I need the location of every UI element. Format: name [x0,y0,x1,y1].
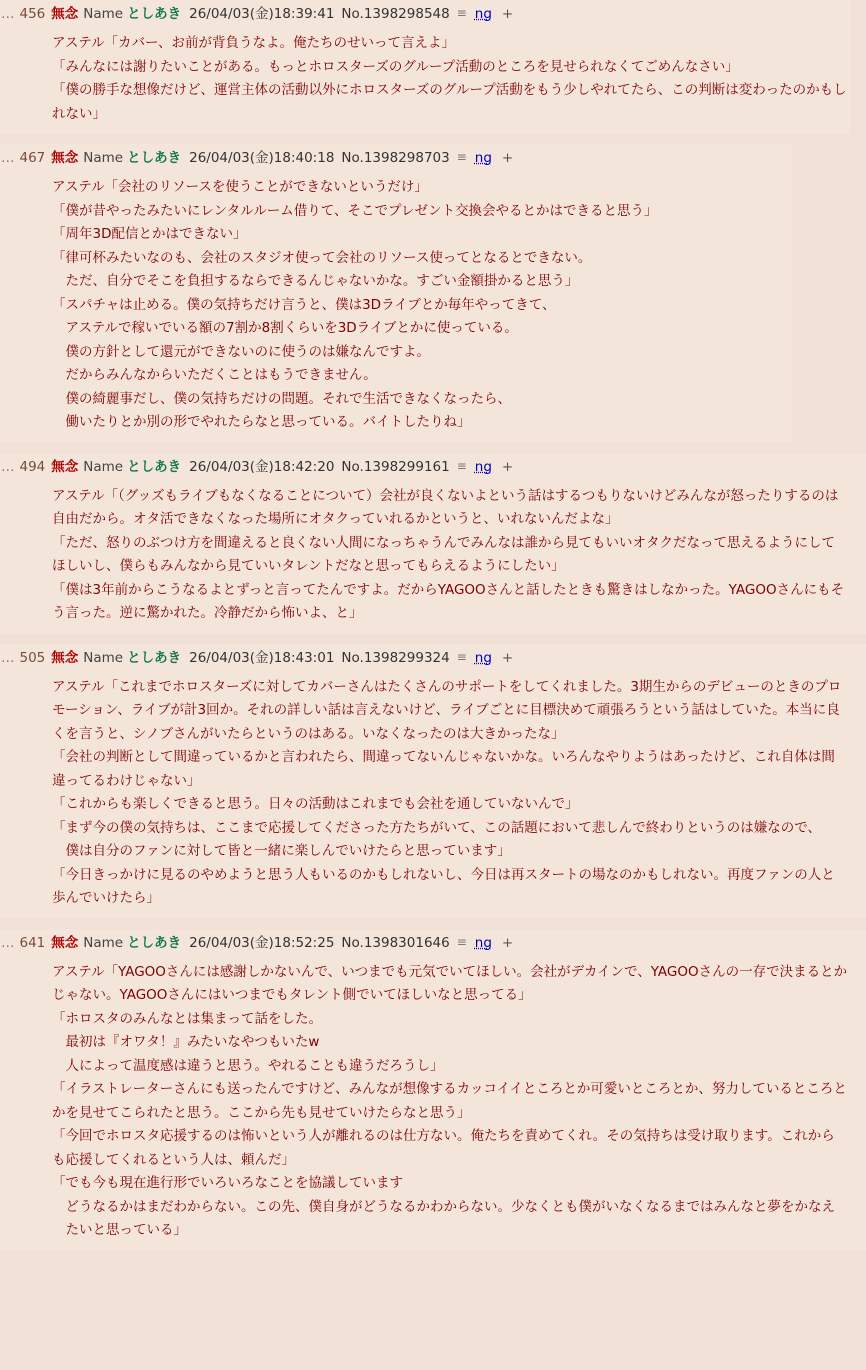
expand-plus-button[interactable]: + [501,934,514,951]
post-date: 26/04/03(金)18:42:20 [189,458,335,475]
post-number: 467 [19,150,46,166]
hamburger-menu-icon[interactable]: ≡ [456,150,467,164]
post-content [0,453,866,628]
hamburger-menu-icon[interactable]: ≡ [456,6,467,20]
post-number: 494 [19,458,46,475]
post-id: No.1398301646 [341,934,450,951]
post-line: アステルで稼いでいる額の7割か8割くらいを3Dライブとかに使っている。 [65,320,518,336]
post-line: どうなるかはまだわからない。この先、僕自身がどうなるかわからない。少なくとも僕がいなくなるまではみんなと夢をかなえたいと思っている」 [65,1198,835,1238]
post-line: 「でも今も現在進行形でいろいろなことを協議しています [52,1175,403,1191]
post-line: 「僕は3年前からこうなるよとずっと言ってたんですよ。だからYAGOOさんと話したときも驚きはしなかった。YAGOOさんにもそう言った。逆に驚かれた。冷静だから怖いよ、と」 [52,581,845,621]
post-separator [0,134,866,144]
post-line: 人によって温度感は違うと思う。やれることも違うだろうし」 [65,1057,444,1074]
post-author: としあき [127,649,182,666]
post-header [0,929,866,955]
post-collapse-dots[interactable]: … [1,649,16,666]
post-line: 僕の方針として還元ができないのに使うのは嫌なんですよ。 [65,343,430,360]
expand-plus-button[interactable]: + [501,649,514,666]
post [0,929,866,1251]
post-content [0,644,866,913]
post-number: 505 [19,649,46,666]
post-line: アステル「カバー、お前が背負うなよ。俺たちのせいって言えよ」 [52,35,455,51]
post-line: 「律可杯みたいなのも、会社のスタジオ使って会社のリソース使ってとなるとできない。 [52,249,592,266]
ng-link[interactable]: ng [474,934,492,951]
post-separator [0,634,866,644]
post-line: 「まず今の僕の気持ちは、ここまで応援してくださった方たちがいて、この話題において悲しんで終わりというのは嫌なので、 [52,819,821,836]
post-content [0,0,866,128]
post-collapse-dots[interactable]: … [1,150,16,166]
name-label: Name [83,6,124,22]
post-line: 僕は自分のファンに対して皆と一緒に楽しんでいけたらと思っています」 [65,843,511,859]
post-separator [0,919,866,929]
post-line: 「今日きっかけに見るのやめようと思う人もいるのかもしれないし、今日は再スタートの場なのかもしれない。再度ファンの人と歩んでいけたら」 [52,866,835,906]
post-line: アステル「YAGOOさんには感謝しかないんで、いつまでも元気でいてほしい。会社がデカインで、YAGOOさんの一存で決まるとかじゃない。YAGOOさんにはいつまでもタレント側でいてほしいなと思ってる」 [52,963,848,1003]
post-id: No.1398298548 [341,6,450,22]
post-body [0,26,866,128]
post-author: としあき [127,934,182,951]
post-id: No.1398299324 [341,649,450,666]
post-header [0,0,866,26]
post-subject: 無念 [51,458,79,475]
post-separator [0,1251,866,1261]
post-header [0,644,866,670]
name-label: Name [83,150,124,166]
post-id: No.1398299161 [341,458,450,475]
post-line: 「ただ、怒りのぶつけ方を間違えると良くない人間になっちゃうんでみんなは誰から見てもいいオタクだなって思えるようにしてほしいし、僕らもみんなから見ていいタレントだなと思ってもらえるようにしたい」 [52,534,835,574]
ng-link[interactable]: ng [474,458,492,475]
post-line: 働いたりとか別の形でやれたらなと思っている。バイトしたりね」 [65,414,471,430]
post [0,144,866,443]
post-line: ただ、自分でそこを負担するならできるんじゃないかな。すごい金額掛かると思う」 [65,273,579,289]
hamburger-menu-icon[interactable]: ≡ [456,458,467,473]
post-date: 26/04/03(金)18:52:25 [189,934,335,951]
post-line: だからみんなからいただくことはもうできません。 [65,367,377,383]
post-author: としあき [127,150,182,166]
expand-plus-button[interactable]: + [501,458,514,475]
post-subject: 無念 [51,934,79,951]
post-body [0,479,866,628]
post-collapse-dots[interactable]: … [1,934,16,951]
post-date: 26/04/03(金)18:39:41 [189,6,335,22]
post-line: 「僕の勝手な想像だけど、運営主体の活動以外にホロスターズのグループ活動をもう少しやれてたら、この判断は変わったのかもしれない」 [52,82,847,122]
ng-link[interactable]: ng [474,150,492,166]
post-separator [0,443,866,453]
post [0,0,866,134]
post-line: 最初は『オワタ！』みたいなやつもいたw [65,1034,320,1050]
post-author: としあき [127,458,182,475]
hamburger-menu-icon[interactable]: ≡ [456,934,467,949]
post-line: 「これからも楽しくできると思う。日々の活動はこれまでも会社を通していないんで」 [52,796,579,812]
post-header [0,453,866,479]
post-content [0,144,866,437]
post-header [0,144,866,170]
hamburger-menu-icon[interactable]: ≡ [456,649,467,664]
expand-plus-button[interactable]: + [501,150,514,166]
post-line: 「スパチャは止める。僕の気持ちだけ言うと、僕は3Dライブとか毎年やってきて、 [52,296,556,313]
post-body [0,170,866,437]
name-label: Name [83,934,124,951]
post-body [0,670,866,913]
post-subject: 無念 [51,150,79,166]
post-collapse-dots[interactable]: … [1,458,16,475]
name-label: Name [83,458,124,475]
post [0,644,866,919]
post-id: No.1398298703 [341,150,450,166]
post-date: 26/04/03(金)18:43:01 [189,649,335,666]
post-subject: 無念 [51,6,79,22]
ng-link[interactable]: ng [474,6,492,22]
post-line: 「会社の判断として間違っているかと言われたら、間違ってないんじゃないかな。いろんなやりようはあったけど、これ自体は間違ってるわけじゃない」 [52,749,835,789]
post-subject: 無念 [51,649,79,666]
post-number: 641 [19,934,46,951]
post-line: アステル「これまでホロスターズに対してカバーさんはたくさんのサポートをしてくれました。3期生からのデビューのときのプロモーション、ライブが計3回か。それの詳しい話は言えないけど、ライブごとに目標決めて頑張ろうという話はしていた。本当に良くを言うと、シノブさんがいたらというのはある。いなくなったのは大きかったな」 [52,678,842,742]
post-author: としあき [127,6,182,22]
post-line: 「みんなには謝りたいことがある。もっとホロスターズのグループ活動のところを見せられなくてごめんなさい」 [52,58,739,75]
post-line: 「イラストレーターさんにも送ったんですけど、みんなが想像するカッコイイところとか可愛いところとか、努力しているところとかを見せてこられたと思う。ここから先も見せていけたらなと思う」 [52,1081,847,1121]
ng-link[interactable]: ng [474,649,492,666]
name-label: Name [83,649,124,666]
post-line: 「周年3D配信とかはできない」 [52,226,247,242]
post [0,453,866,634]
expand-plus-button[interactable]: + [501,6,514,22]
post-line: 「今回でホロスタ応援するのは怖いという人が離れるのは仕方ない。俺たちを責めてくれ。その気持ちは受け取ります。これからも応援してくれるという人は、頼んだ」 [52,1128,835,1168]
post-line: アステル「（グッズもライブもなくなることについて）会社が良くないよという話はするつもりないけどみんなが怒ったりするのは自由だから。オタ活できなくなった場所にオタクっていれるかというと、いれないんだよな」 [52,487,839,527]
post-date: 26/04/03(金)18:40:18 [189,150,335,166]
post-line: 「ホロスタのみんなとは集まって話をした。 [52,1010,322,1027]
post-number: 456 [19,6,46,22]
post-body [0,955,866,1245]
post-line: 僕の綺麗事だし、僕の気持ちだけの問題。それで生活できなくなったら、 [65,390,511,407]
post-collapse-dots[interactable]: … [1,6,16,22]
post-line: アステル「会社のリソースを使うことができないというだけ」 [52,179,428,195]
post-line: 「僕が昔やったみたいにレンタルルーム借りて、そこでプレゼント交換会やるとかはできると思う」 [52,202,658,219]
post-content [0,929,866,1245]
